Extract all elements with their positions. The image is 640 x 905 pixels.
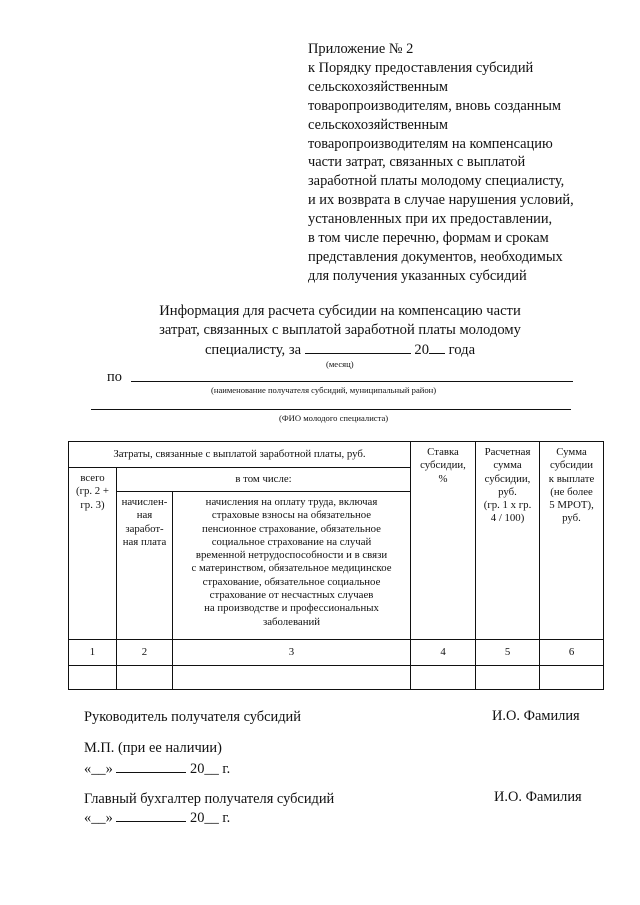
appendix-line: Приложение № 2 xyxy=(308,41,414,57)
title-period-prefix: специалисту, за xyxy=(204,342,302,358)
stamp-label: М.П. (при ее наличии) xyxy=(84,740,222,756)
table-cell-empty[interactable] xyxy=(411,666,476,690)
appendix-line: части затрат, связанных с выплатой xyxy=(308,154,526,171)
appendix-line: к Порядку предоставления субсидий xyxy=(308,59,534,76)
specialist-blank[interactable] xyxy=(91,409,571,410)
table-cell-empty[interactable] xyxy=(117,666,173,690)
specialist-hint: (ФИО молодого специалиста) xyxy=(279,413,389,423)
appendix-line: сельскохозяйственным xyxy=(308,78,448,95)
calc-sum-header: Расчетная сумма субсидии, руб. (гр. 1 х гр. 4 / 100) xyxy=(476,442,540,640)
rate-header: Ставка субсидии, % xyxy=(411,442,476,640)
title-period-suffix: года xyxy=(448,342,476,358)
appendix-line: в том числе перечню, формам и срокам xyxy=(308,230,549,247)
year-blank[interactable] xyxy=(429,340,445,354)
date-suffix: г. xyxy=(222,810,231,826)
recipient-blank[interactable] xyxy=(131,381,573,382)
recipient-hint: (наименование получателя субсидий, муниципальный район) xyxy=(211,385,437,395)
accrued-salary-header: начислен- ная заработ- ная плата xyxy=(117,492,173,640)
head-date xyxy=(84,759,230,778)
head-name: И.О. Фамилия xyxy=(492,708,580,724)
document-title xyxy=(100,302,580,360)
costs-header: Затраты, связанные с выплатой заработной платы, руб. xyxy=(69,442,411,468)
accountant-label: Главный бухгалтер получателя субсидий xyxy=(84,791,335,807)
appendix-line: установленных при их предоставлении, xyxy=(308,211,553,228)
table-cell-empty[interactable] xyxy=(69,666,117,690)
including-header: в том числе: xyxy=(117,468,411,492)
recipient-prefix: по xyxy=(107,369,122,385)
col-number: 3 xyxy=(173,640,411,666)
date-suffix: г. xyxy=(222,761,231,777)
appendix-line: представления документов, необходимых xyxy=(308,248,563,265)
appendix-line: товаропроизводителям, вновь созданным xyxy=(308,97,561,114)
appendix-line: и их возврата в случае нарушения условий, xyxy=(308,192,574,209)
date-month-blank[interactable] xyxy=(116,759,186,773)
total-header: всего (гр. 2 + гр. 3) xyxy=(69,468,117,640)
col-number: 6 xyxy=(540,640,604,666)
col-number: 4 xyxy=(411,640,476,666)
table-cell-empty[interactable] xyxy=(476,666,540,690)
title-line-1: Информация для расчета субсидии на компенсацию части xyxy=(159,303,521,319)
table-cell-empty[interactable] xyxy=(540,666,604,690)
date-year[interactable]: 20__ xyxy=(190,761,219,777)
appendix-line: для получения указанных субсидий xyxy=(308,267,527,284)
accountant-name: И.О. Фамилия xyxy=(494,789,582,805)
date-year[interactable]: 20__ xyxy=(190,810,219,826)
title-line-3 xyxy=(100,340,580,360)
appendix-line: заработной платы молодому специалисту, xyxy=(308,173,565,190)
accountant-date xyxy=(84,808,230,827)
table-cell-empty[interactable] xyxy=(173,666,411,690)
month-blank[interactable] xyxy=(305,340,411,354)
date-month-blank[interactable] xyxy=(116,808,186,822)
month-hint: (месяц) xyxy=(326,359,354,369)
appendix-line: товаропроизводителям на компенсацию xyxy=(308,135,553,152)
col-number: 5 xyxy=(476,640,540,666)
appendix-block xyxy=(308,40,628,286)
head-label: Руководитель получателя субсидий xyxy=(84,709,301,725)
appendix-line: сельскохозяйственным xyxy=(308,116,448,133)
date-day[interactable]: «__» xyxy=(84,810,113,826)
payout-sum-header: Сумма субсидии к выплате (не более 5 МРОТ), руб. xyxy=(540,442,604,640)
title-line-2: затрат, связанных с выплатой заработной платы молодому xyxy=(159,322,521,338)
date-day[interactable]: «__» xyxy=(84,761,113,777)
accruals-header: начисления на оплату труда, включая страховые взносы на обязательное пенсионное страхование, обязательное социальное страхование на случай временной нетрудоспособности и в связи с материнством, обязательное медицинское страхование, обязательное социальное страхование от несчастных случаев на производстве и профессиональных заболеваний xyxy=(173,492,411,640)
col-number: 1 xyxy=(69,640,117,666)
subsidy-table xyxy=(68,441,604,690)
col-number: 2 xyxy=(117,640,173,666)
title-year: 20 xyxy=(414,342,429,358)
